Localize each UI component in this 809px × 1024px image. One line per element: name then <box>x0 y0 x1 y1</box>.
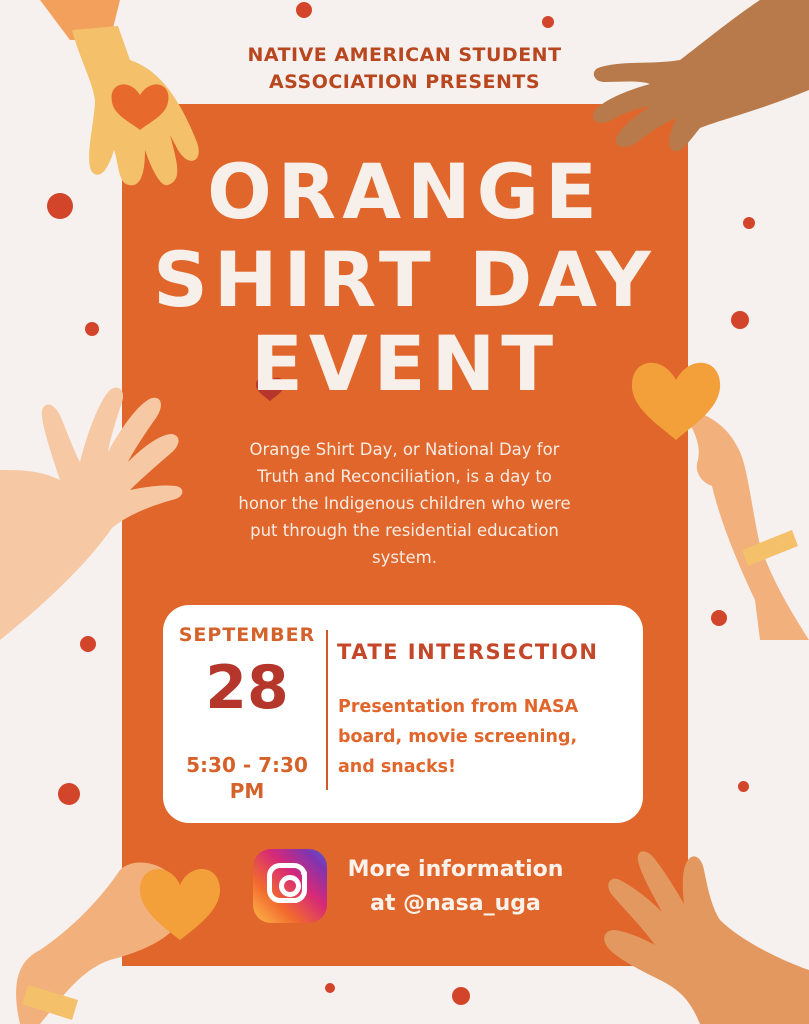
hand-left-icon <box>0 388 182 640</box>
hand-bottom-left-icon <box>16 863 220 1024</box>
hand-bottom-right-icon <box>604 851 809 1024</box>
activities-line: and snacks! <box>338 757 456 777</box>
event-time <box>172 752 322 804</box>
card-divider <box>326 630 328 790</box>
title-line-3: EVENT <box>250 319 560 408</box>
instagram-icon <box>253 849 327 923</box>
event-activities <box>338 692 628 782</box>
event-time-line-2: PM <box>229 779 265 803</box>
instagram-handle: at @nasa_uga <box>370 891 541 916</box>
title-line-2: SHIRT DAY <box>153 235 657 324</box>
event-venue: TATE INTERSECTION <box>337 640 599 664</box>
activities-line: Presentation from NASA <box>338 697 579 717</box>
description-line: system. <box>372 548 437 567</box>
presenter-line-2: ASSOCIATION PRESENTS <box>268 71 541 93</box>
activities-line: board, movie screening, <box>338 727 578 747</box>
description-line: Truth and Reconciliation, is a day to <box>257 467 552 486</box>
event-description <box>192 436 617 571</box>
presenter-line-1: NATIVE AMERICAN STUDENT <box>247 44 562 66</box>
event-month: SEPTEMBER <box>178 624 316 646</box>
description-line: Orange Shirt Day, or National Day for <box>249 440 560 459</box>
event-day: 28 <box>205 653 289 723</box>
more-info <box>338 853 573 921</box>
description-line: honor the Indigenous children who were <box>238 494 571 513</box>
event-time-line-1: 5:30 - 7:30 <box>186 753 308 777</box>
title-line-1: ORANGE <box>207 147 603 236</box>
description-line: put through the residential education <box>250 521 559 540</box>
more-info-line-1: More information <box>347 857 564 882</box>
